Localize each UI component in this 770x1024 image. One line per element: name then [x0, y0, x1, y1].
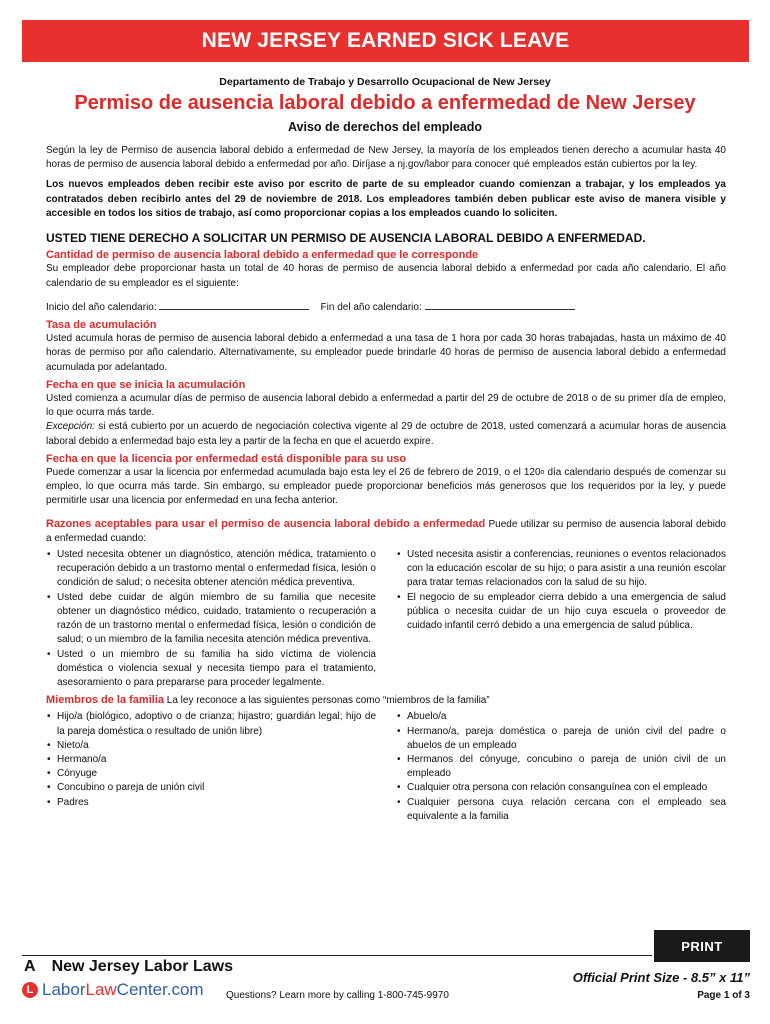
amount-heading: Cantidad de permiso de ausencia laboral debido a enfermedad que le corresponde [46, 249, 479, 262]
footer-divider [22, 955, 652, 956]
availability-text-b: día calendario después de comenzar su empleo, lo que ocurra más tarde. Sin embargo, su empleador puede proporcionar beneficios más generosos que los requeridos por la ley, y puede permitirle usar una licencia por enfermedad en una fecha anterior. [46, 467, 726, 507]
accrual-text: Usted acumula horas de permiso de ausencia laboral debido a enfermedad a una tasa de 1 hora por cada 30 horas trabajadas, hasta un máximo de 40 horas de permiso por año calendario. Alternativamente, su empleador puede brindarle 40 horas de permiso de ausencia laboral debido a enfermedad acumulada por adelantado. [46, 333, 726, 373]
banner-title: NEW JERSEY EARNED SICK LEAVE [201, 29, 570, 52]
reason-item: • Usted necesita obtener un diagnóstico, atención médica, tratamiento o recuperación debido a un trastorno mental o enfermedad física, lesión o condición de salud; o necesita obtener atención médica preventiva. [46, 548, 376, 591]
family-member-item: • Hermanos del cónyuge, concubino o pareja de unión civil de un empleado [396, 753, 726, 781]
family-member-item: • Concubino o pareja de unión civil [46, 781, 376, 795]
family-lead: La ley reconoce a las siguientes personas como “miembros de la familia” [163, 695, 490, 707]
notice-body [46, 144, 726, 824]
family-member-item: • Abuelo/a [396, 710, 726, 724]
header-banner [22, 20, 749, 62]
logo-part-2: Law [85, 980, 117, 999]
reasons-list-left [46, 548, 376, 690]
family-member-item: • Cualquier otra persona con relación consanguínea con el empleado [396, 781, 726, 795]
family-member-item: • Padres [46, 796, 376, 810]
availability-text [46, 466, 726, 509]
laborlawcenter-logo[interactable] [22, 980, 204, 1000]
family-member-item: • Hermano/a [46, 753, 376, 767]
family-member-item: • Cónyuge [46, 767, 376, 781]
family-heading: Miembros de la familia [46, 694, 164, 707]
page-title: Permiso de ausencia laboral debido a enfermedad de New Jersey [74, 92, 696, 114]
exception-text: si está cubierto por un acuerdo de negociación colectiva vigente al 29 de octubre de 2018, usted comenzará a acumular horas de ausencia laboral debido a enfermedad bajo esta ley a partir de la fecha en que el acuerdo expire. [46, 421, 726, 447]
calendar-start-field[interactable] [159, 299, 309, 310]
footer-letter: A [24, 958, 36, 975]
logo-l-icon: L [22, 982, 38, 998]
reasons-columns [46, 548, 726, 690]
footer-question: Questions? Learn more by calling 1-800-745-9970 [226, 990, 449, 1001]
page-number: Page 1 of 3 [697, 990, 750, 1001]
family-member-item: • Nieto/a [46, 739, 376, 753]
exception-label: Excepción: [46, 421, 95, 433]
accrual-start-heading: Fecha en que se inicia la acumulación [46, 378, 246, 391]
accrual-start-text: Usted comienza a acumular días de permiso de ausencia laboral debido a enfermedad a partir del 29 de octubre de 2018 o de su primer día de empleo, lo que ocurra más tarde. [46, 393, 726, 419]
footer-laws: New Jersey Labor Laws [51, 958, 233, 975]
rights-heading: USTED TIENE DERECHO A SOLICITAR UN PERMISO DE AUSENCIA LABORAL DEBIDO A ENFERMEDAD. [46, 231, 646, 246]
calendar-end-label: Fin del año calendario: [320, 301, 422, 313]
intro-requirement-paragraph: Los nuevos empleados deben recibir este aviso por escrito de parte de su empleador cuando comienzan a trabajar, y los empleados ya contratados deben recibirlo antes del 29 de noviembre de 2018. Los empleadores también deben publicar este aviso de manera visible y accesible en todos los sitios de trabajo, así como proporcionar copias a los empleados cuando lo soliciten. [46, 179, 726, 219]
family-columns [46, 710, 726, 824]
reasons-intro [46, 517, 726, 546]
reasons-heading: Razones aceptables para usar el permiso de ausencia laboral debido a enfermedad [46, 517, 486, 530]
reason-item: • El negocio de su empleador cierra debido a una emergencia de salud pública o necesita cuidar de un hijo cuya escuela o proveedor de cuidado infantil cerró debido a una emergencia de salud pública. [396, 591, 726, 634]
accrual-heading: Tasa de acumulación [46, 319, 157, 332]
page-subtitle: Aviso de derechos del empleado [287, 120, 483, 134]
calendar-year-fields [46, 299, 726, 315]
availability-heading: Fecha en que la licencia por enfermedad está disponible para su uso [46, 452, 407, 465]
logo-part-1: Labor [42, 980, 86, 999]
reasons-lead: Puede utilizar su permiso de ausencia laboral debido a enfermedad cuando: [46, 518, 726, 544]
official-print-size: Official Print Size - 8.5” x 11” [572, 970, 750, 985]
family-list-right [396, 710, 726, 824]
calendar-start-label: Inicio del año calendario: [46, 301, 157, 313]
family-member-item: • Hermano/a, pareja doméstica o pareja de unión civil del padre o abuelos de un empleado [396, 725, 726, 753]
family-intro [46, 693, 726, 708]
exception-paragraph [46, 420, 726, 448]
availability-superscript: o [540, 469, 545, 477]
reason-item: • Usted necesita asistir a conferencias, reuniones o eventos relacionados con la educación escolar de su hijo; o para asistir a una reunión escolar para tratar temas relacionados con la salud de su hijo. [396, 548, 726, 591]
family-list-left [46, 710, 376, 824]
calendar-end-field[interactable] [425, 299, 575, 310]
reasons-list-right [396, 548, 726, 690]
department-name: Departamento de Trabajo y Desarrollo Ocupacional de New Jersey [219, 76, 551, 88]
reason-item: • Usted o un miembro de su familia ha sido víctima de violencia doméstica o violencia sexual y necesita tiempo para el tratamiento, asesoramiento o para prepararse para proceder legalmente. [46, 648, 376, 691]
footer-laws-title [24, 958, 233, 976]
print-button[interactable]: PRINT [654, 930, 750, 962]
reason-item: • Usted debe cuidar de algún miembro de su familia que necesite obtener un diagnóstico médico, cuidado, tratamiento o recuperación a razón de un trastorno mental o enfermedad física, lesión o condición de salud; o un miembro de la familia necesita atención médica preventiva. [46, 591, 376, 648]
availability-text-a: Puede comenzar a usar la licencia por enfermedad acumulada bajo esta ley el 26 de febrero de 2019, o el 120 [46, 467, 541, 479]
family-member-item: • Cualquier persona cuya relación cercana con el empleado sea equivalente a la familia [396, 796, 726, 824]
amount-text: Su empleador debe proporcionar hasta un total de 40 horas de permiso de ausencia laboral debido a enfermedad por cada año calendario. El año calendario de su empleador es el siguiente: [46, 263, 726, 289]
logo-part-3: Center.com [116, 980, 204, 999]
family-member-item: • Hijo/a (biológico, adoptivo o de crianza; hijastro; guardián legal; hijo de la pareja doméstica o resultado de unión libre) [46, 710, 376, 738]
intro-paragraph: Según la ley de Permiso de ausencia laboral debido a enfermedad de New Jersey, la mayoría de los empleados tienen derecho a acumular hasta 40 horas de permiso de ausencia laboral debido a enfermedad por año. Diríjase a nj.gov/labor para conocer qué empleados están cubiertos por la ley. [46, 145, 726, 171]
